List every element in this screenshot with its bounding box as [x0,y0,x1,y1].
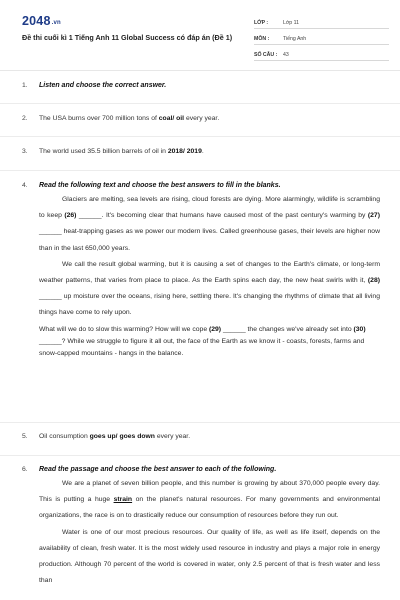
passage-paragraph: Water is one of our most precious resources. Our quality of life, as well as life itself, depends on the availability of clean, fresh water. It is the most widely used resource in industry and plays a major role in energy production. Although 70 percent of the world is covered in water, only 2.5 percent of that is fresh water and less than [39,528,380,585]
reading-passage [39,192,380,360]
text-segment: ______ the changes we've already set into [221,325,354,333]
question-number: 4. [22,182,28,189]
question-number: 3. [22,148,28,155]
document-header [0,0,400,62]
text-segment: The USA burns over 700 million tons of [39,115,159,122]
text-segment: every year. [154,433,191,440]
meta-subject-value: Tiếng Anh [283,35,307,42]
blank-marker: (27) [367,212,380,220]
document-meta [254,17,389,65]
meta-class-value: Lớp 11 [283,19,299,26]
question-number: 5. [22,433,28,440]
text-segment: ______? While we struggle to figure it all out, the face of the Earth as we know it - coasts, forests, farms and snow-capped mountains - hangs in the balance. [39,337,365,358]
site-logo[interactable] [22,14,61,28]
blank-marker: (26) [64,212,77,220]
question-text [39,113,380,125]
question-text: Listen and choose the correct answer. [39,82,167,89]
meta-count-value: 43 [283,51,289,58]
divider [0,170,400,171]
meta-count-row [254,49,389,61]
text-segment: Glaciers are melting, sea levels are rising, cloud forests are dying. More alarmingly, wildlife is scrambling to keep [39,196,380,220]
question-number: 2. [22,115,28,122]
reading-passage [39,476,380,589]
passage-paragraph [39,324,380,361]
passage-paragraph [39,192,380,257]
meta-subject-label: MÔN : [254,35,270,42]
question-1 [22,80,380,92]
question-number: 6. [22,466,28,473]
divider [0,136,400,137]
divider [0,422,400,423]
document-title: Đề thi cuối kì 1 Tiếng Anh 11 Global Success có đáp án (Đề 1) [22,33,233,42]
question-instruction: Read the passage and choose the best answer to each of the following. [39,466,277,473]
passage-paragraph [39,257,380,322]
text-segment: ______ heat-trapping gases as we power our modern lives. Called greenhouse gases, their levels are higher now than in the last 650,000 years. [39,228,380,252]
text-segment: Oil consumption [39,433,90,440]
question-text [39,431,380,443]
answer-options: coal/ oil [158,115,185,122]
text-segment: ______. It's becoming clear that humans have caused most of the past century's warming by [76,212,368,220]
blank-marker: (28) [367,277,380,285]
answer-options: 2018/ 2019 [167,148,202,155]
text-segment: ______ up moisture over the oceans, rising here, settling there. It's changing the rhythms of climate that all living things have come to rely upon. [39,293,380,317]
question-6 [22,464,380,589]
question-4 [22,180,380,360]
text-segment: What will we do to slow this warming? How will we cope [39,325,209,333]
meta-subject-row [254,33,389,45]
answer-options: goes up/ goes down [89,433,155,440]
text-segment: on the planet's natural resources. For many governments and environmental organizations, the race is on to drastically reduce our consumption of resources before they run out. [39,496,381,520]
question-number: 1. [22,82,28,89]
text-segment: . [201,148,204,155]
question-instruction: Read the following text and choose the best answers to fill in the blanks. [39,182,281,189]
header-divider [0,70,400,71]
meta-count-label: SỐ CÂU : [254,51,278,58]
question-text [39,146,380,158]
question-5 [22,431,380,443]
text-segment: We call the result global warming, but it is causing a set of changes to the Earth's climate, or long-term weather patterns, that varies from place to place. As the Earth spins each day, the new heat swirls with it, [39,260,380,285]
meta-class-label: LỚP : [254,19,269,26]
logo-text: 2048 [22,14,51,28]
blank-marker: (30) [353,325,366,333]
question-2 [22,113,380,125]
question-3 [22,146,380,158]
text-segment: We are a planet of seven billion people, and this number is growing by about 370,000 people every day. This is putting a huge [39,480,380,504]
divider [0,103,400,104]
meta-class-row [254,17,389,29]
logo-suffix: .vn [51,20,61,26]
text-segment: every year. [184,115,220,122]
text-segment: The world used 35.5 billion barrels of oil in [39,148,168,155]
passage-paragraph [39,476,380,525]
divider [0,455,400,456]
underlined-word: strain [113,496,133,504]
blank-marker: (29) [208,325,222,333]
